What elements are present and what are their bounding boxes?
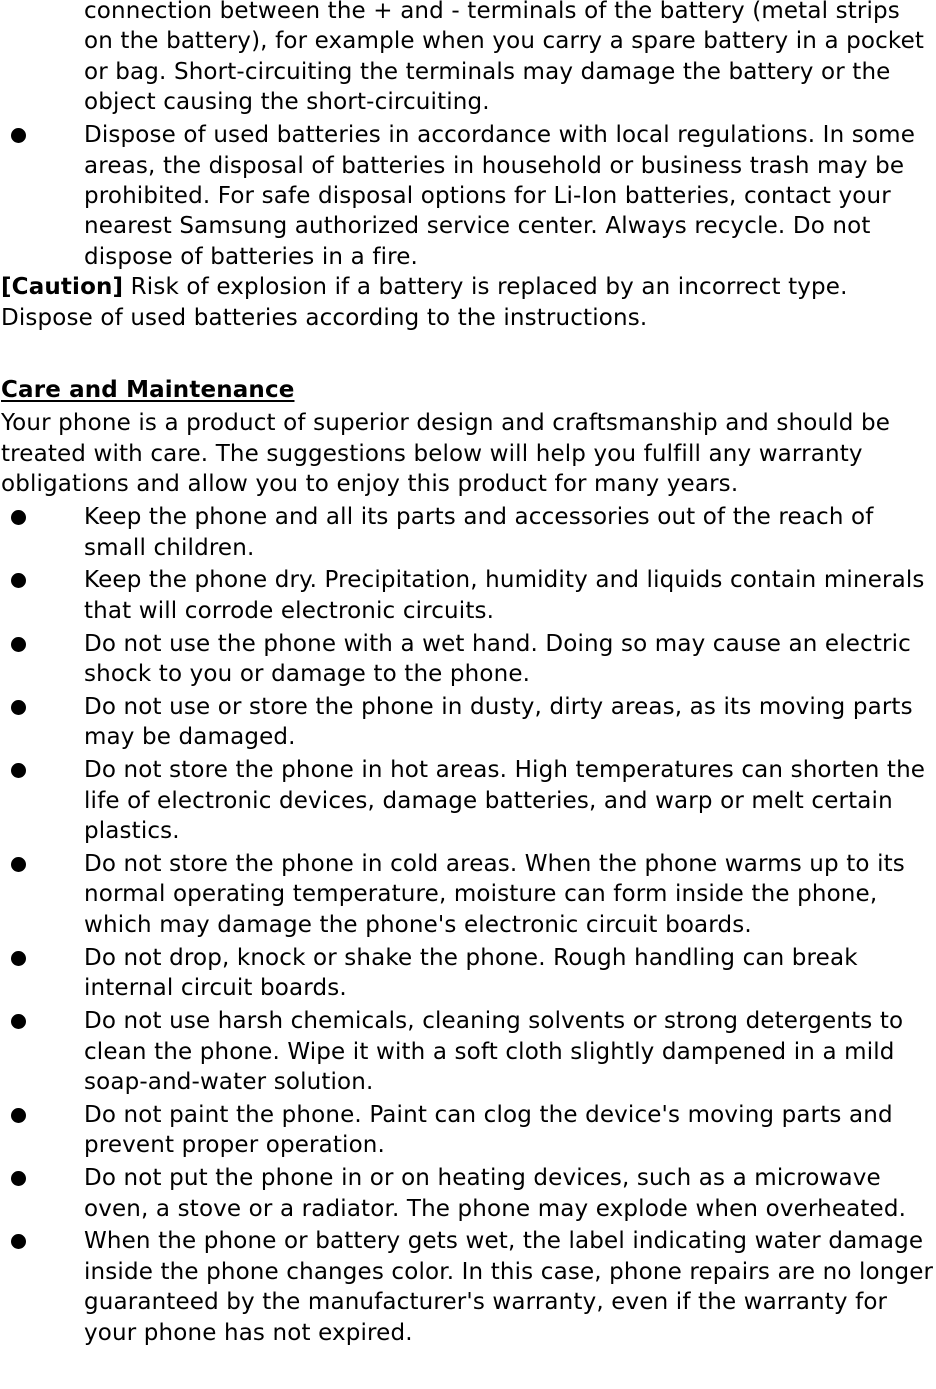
bullet-icon bbox=[11, 573, 26, 588]
bullet-icon bbox=[11, 128, 26, 143]
list-item-text: When the phone or battery gets wet, the label indicating water damage inside the phone changes color. In this case, phone repairs are no longer guaranteed by the manufacturer's warranty, even if the warranty for your phone has not expired. bbox=[84, 1228, 934, 1346]
list-item bbox=[84, 849, 935, 940]
list-item bbox=[84, 943, 935, 1004]
bullet-icon bbox=[11, 637, 26, 652]
section-heading: Care and Maintenance bbox=[1, 376, 295, 403]
list-item-text: Do not use harsh chemicals, cleaning solvents or strong detergents to clean the phone. Wipe it with a soft cloth slightly dampened in a mild soap-and-water solution. bbox=[84, 1008, 904, 1095]
list-item-text: Do not put the phone in or on heating devices, such as a microwave oven, a stove or a radiator. The phone may explode when overheated. bbox=[84, 1165, 907, 1222]
list-item-text: Keep the phone dry. Precipitation, humidity and liquids contain minerals that will corrode electronic circuits. bbox=[84, 567, 925, 624]
list-item-text: Do not paint the phone. Paint can clog the device's moving parts and prevent proper operation. bbox=[84, 1101, 893, 1159]
list-item-text: Dispose of used batteries in accordance with local regulations. In some areas, the disposal of batteries in household or business trash may be prohibited. For safe disposal options for Li-Ion batteries, contact your nearest Samsung authorized service center. Always recycle. Do not dispose of batteries in a fire. bbox=[84, 122, 916, 270]
list-item bbox=[84, 120, 935, 272]
list-item-text: Keep the phone and all its parts and accessories out of the reach of small children. bbox=[84, 504, 874, 561]
list-item-text: Do not use the phone with a wet hand. Doing so may cause an electric shock to you or damage to the phone. bbox=[84, 630, 911, 688]
bullet-icon bbox=[11, 763, 26, 778]
bullet-icon bbox=[11, 951, 26, 966]
list-item bbox=[84, 1226, 935, 1348]
list-item bbox=[84, 692, 935, 753]
list-item bbox=[84, 565, 935, 626]
caution-label: [Caution] bbox=[1, 274, 124, 301]
bullet-icon bbox=[11, 700, 26, 715]
bullet-icon bbox=[11, 1108, 26, 1123]
caution-text: Risk of explosion if a battery is replaced by an incorrect type. Dispose of used batteries according to the instructions. bbox=[1, 274, 848, 331]
list-item-text: Do not use or store the phone in dusty, dirty areas, as its moving parts may be damaged. bbox=[84, 694, 913, 751]
bullet-icon bbox=[11, 510, 26, 525]
bullet-icon bbox=[11, 857, 26, 872]
bullet-icon bbox=[11, 1234, 26, 1249]
section-intro: Your phone is a product of superior design and craftsmanship and should be treated with care. The suggestions below will help you fulfill any warranty obligations and allow you to enjoy this product for many years. bbox=[1, 410, 890, 498]
bullet-icon bbox=[11, 1014, 26, 1029]
bullet-icon bbox=[11, 1171, 26, 1186]
list-item bbox=[84, 502, 935, 563]
list-item bbox=[84, 1006, 935, 1097]
caution-paragraph bbox=[1, 272, 935, 333]
list-item bbox=[84, 755, 935, 846]
list-item-text: Do not store the phone in hot areas. High temperatures can shorten the life of electronic devices, damage batteries, and warp or melt certain plastics. bbox=[84, 757, 926, 845]
battery-continuation-text: connection between the + and - terminals of the battery (metal strips on the battery), for example when you carry a spare battery in a pocket or bag. Short-circuiting the terminals may damage the battery or the object causing the short-circuiting. bbox=[84, 0, 925, 116]
list-item bbox=[84, 1100, 935, 1161]
document-page bbox=[1, 0, 935, 1348]
list-item bbox=[84, 1163, 935, 1224]
list-item-text: Do not store the phone in cold areas. When the phone warms up to its normal operating temperature, moisture can form inside the phone, which may damage the phone's electronic circuit boards. bbox=[84, 851, 905, 938]
care-bullet-list bbox=[1, 502, 935, 1348]
list-item-text: Do not drop, knock or shake the phone. Rough handling can break internal circuit boards. bbox=[84, 944, 858, 1002]
list-item bbox=[84, 629, 935, 690]
